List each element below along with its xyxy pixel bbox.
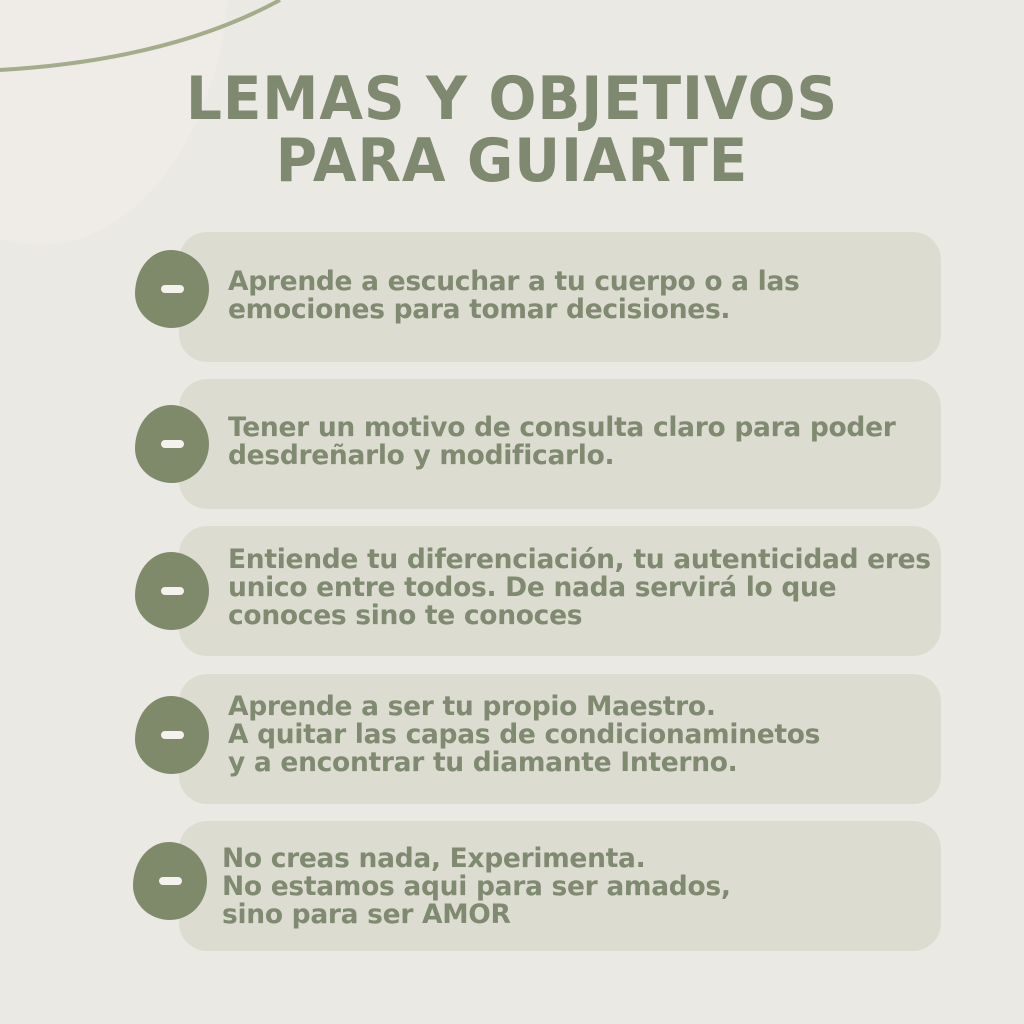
dash-icon: [161, 587, 184, 595]
list-item-text: Tener un motivo de consulta claro para poder desdreñarlo y modificarlo.: [228, 412, 896, 471]
list-item-text: No creas nada, Experimenta. No estamos aqui para ser amados, sino para ser AMOR: [222, 843, 731, 930]
list-item-text: Aprende a ser tu propio Maestro. A quitar las capas de condicionaminetos y a encontrar tu diamante Interno.: [228, 691, 821, 778]
dash-icon: [161, 285, 184, 293]
title-line-1: LEMAS Y OBJETIVOS: [185, 64, 839, 134]
page-title: [31, 64, 994, 196]
bullet-blob-icon: [135, 405, 209, 483]
bullet-blob-icon: [133, 842, 207, 920]
list-item-text: Entiende tu diferenciación, tu autenticidad eres unico entre todos. De nada servirá lo que conoces sino te conoces: [228, 544, 931, 631]
dash-icon: [161, 731, 184, 739]
bullet-blob-icon: [135, 552, 209, 630]
title-line-2: PARA GUIARTE: [275, 126, 749, 196]
dash-icon: [161, 440, 184, 448]
bullet-blob-icon: [135, 696, 209, 774]
list-item-text: Aprende a escuchar a tu cuerpo o a las emociones para tomar decisiones.: [228, 266, 800, 325]
bullet-blob-icon: [135, 250, 209, 328]
dash-icon: [159, 877, 182, 885]
